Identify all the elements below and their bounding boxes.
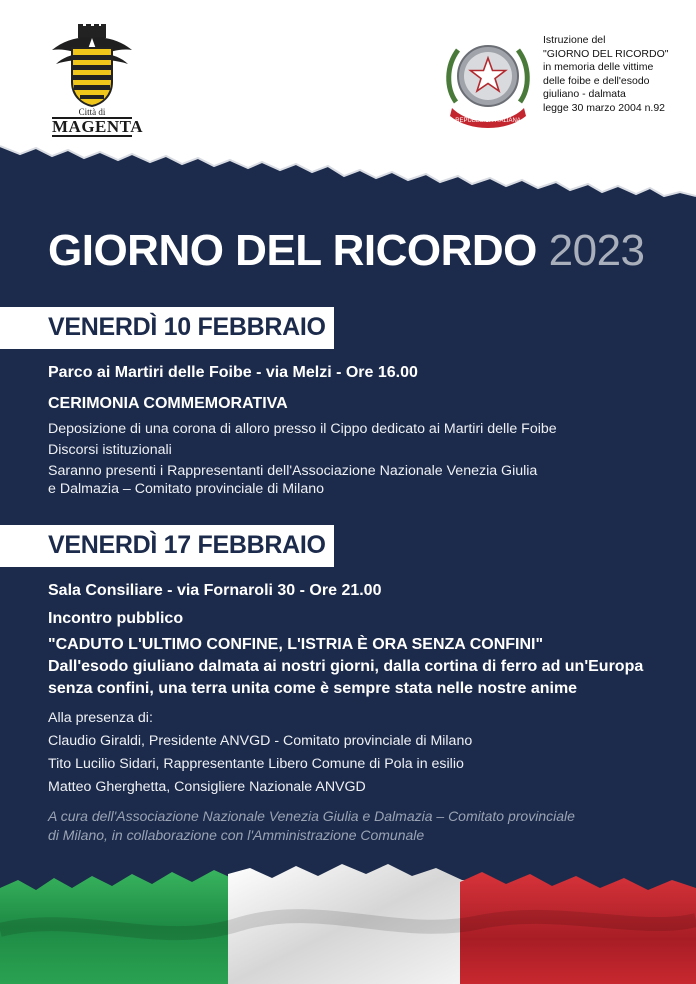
italian-flag <box>0 860 696 984</box>
event1-place: Parco ai Martiri delle Foibe - via Melzi - Ore 16.00 <box>48 364 418 381</box>
emblem-icon <box>442 32 534 132</box>
italian-republic-emblem <box>442 32 534 132</box>
town-label: MAGENTA <box>52 117 144 136</box>
page-title <box>48 226 645 276</box>
event1-date: VENERDÌ 10 FEBBRAIO <box>48 313 326 341</box>
event2-date-band <box>0 525 334 567</box>
header <box>0 0 696 230</box>
law-line: delle foibe e dell'esodo <box>543 74 650 87</box>
event1-heading: CERIMONIA COMMEMORATIVA <box>48 395 288 412</box>
event2-date: VENERDÌ 17 FEBBRAIO <box>48 531 326 559</box>
event1-line: Deposizione di una corona di alloro presso il Cippo dedicato ai Martiri delle Foibe <box>48 421 557 437</box>
title-main: GIORNO DEL RICORDO <box>48 226 537 275</box>
title-year: 2023 <box>548 226 645 275</box>
town-prefix: Città di <box>78 107 106 117</box>
law-line: giuliano - dalmata <box>543 88 626 101</box>
organizer-note: A cura dell'Associazione Nazionale Venezia Giulia e Dalmazia – Comitato provinciale <box>48 808 575 824</box>
law-line: in memoria delle vittime <box>543 61 654 74</box>
event2-place: Sala Consiliare - via Fornaroli 30 - Ore 21.00 <box>48 582 382 599</box>
law-line: "GIORNO DEL RICORDO" <box>543 47 669 60</box>
organizer-note: di Milano, in collaborazione con l'Amministrazione Comunale <box>48 827 425 843</box>
event1-date-band <box>0 307 334 349</box>
event2-subtitle: Dall'esodo giuliano dalmata ai nostri giorni, dalla cortina di ferro ad un'Europa <box>48 658 644 675</box>
law-line: Istruzione del <box>543 34 606 46</box>
speaker: Matteo Gherghetta, Consigliere Nazionale ANVGD <box>48 779 366 795</box>
event1-line: Saranno presenti i Rappresentanti dell'Associazione Nazionale Venezia Giulia <box>48 463 538 479</box>
town-name <box>50 107 144 137</box>
presence-label: Alla presenza di: <box>48 710 153 726</box>
magenta-coat-of-arms <box>50 24 144 136</box>
event1-line: Discorsi istituzionali <box>48 442 172 458</box>
coat-of-arms-icon <box>50 24 134 108</box>
emblem-ribbon-text: REPUBBLICA ITALIANA <box>455 118 521 124</box>
event2-quote: "CADUTO L'ULTIMO CONFINE, L'ISTRIA È ORA SENZA CONFINI" <box>48 636 544 653</box>
law-reference <box>543 34 693 116</box>
event2-subtitle: senza confini, una terra unita come è sempre stata nelle nostre anime <box>48 680 578 697</box>
speaker: Claudio Giraldi, Presidente ANVGD - Comitato provinciale di Milano <box>48 733 473 749</box>
event1-line: e Dalmazia – Comitato provinciale di Milano <box>48 481 324 497</box>
law-line: legge 30 marzo 2004 n.92 <box>543 101 666 114</box>
speaker: Tito Lucilio Sidari, Rappresentante Libero Comune di Pola in esilio <box>48 756 464 772</box>
event2-type: Incontro pubblico <box>48 610 184 627</box>
